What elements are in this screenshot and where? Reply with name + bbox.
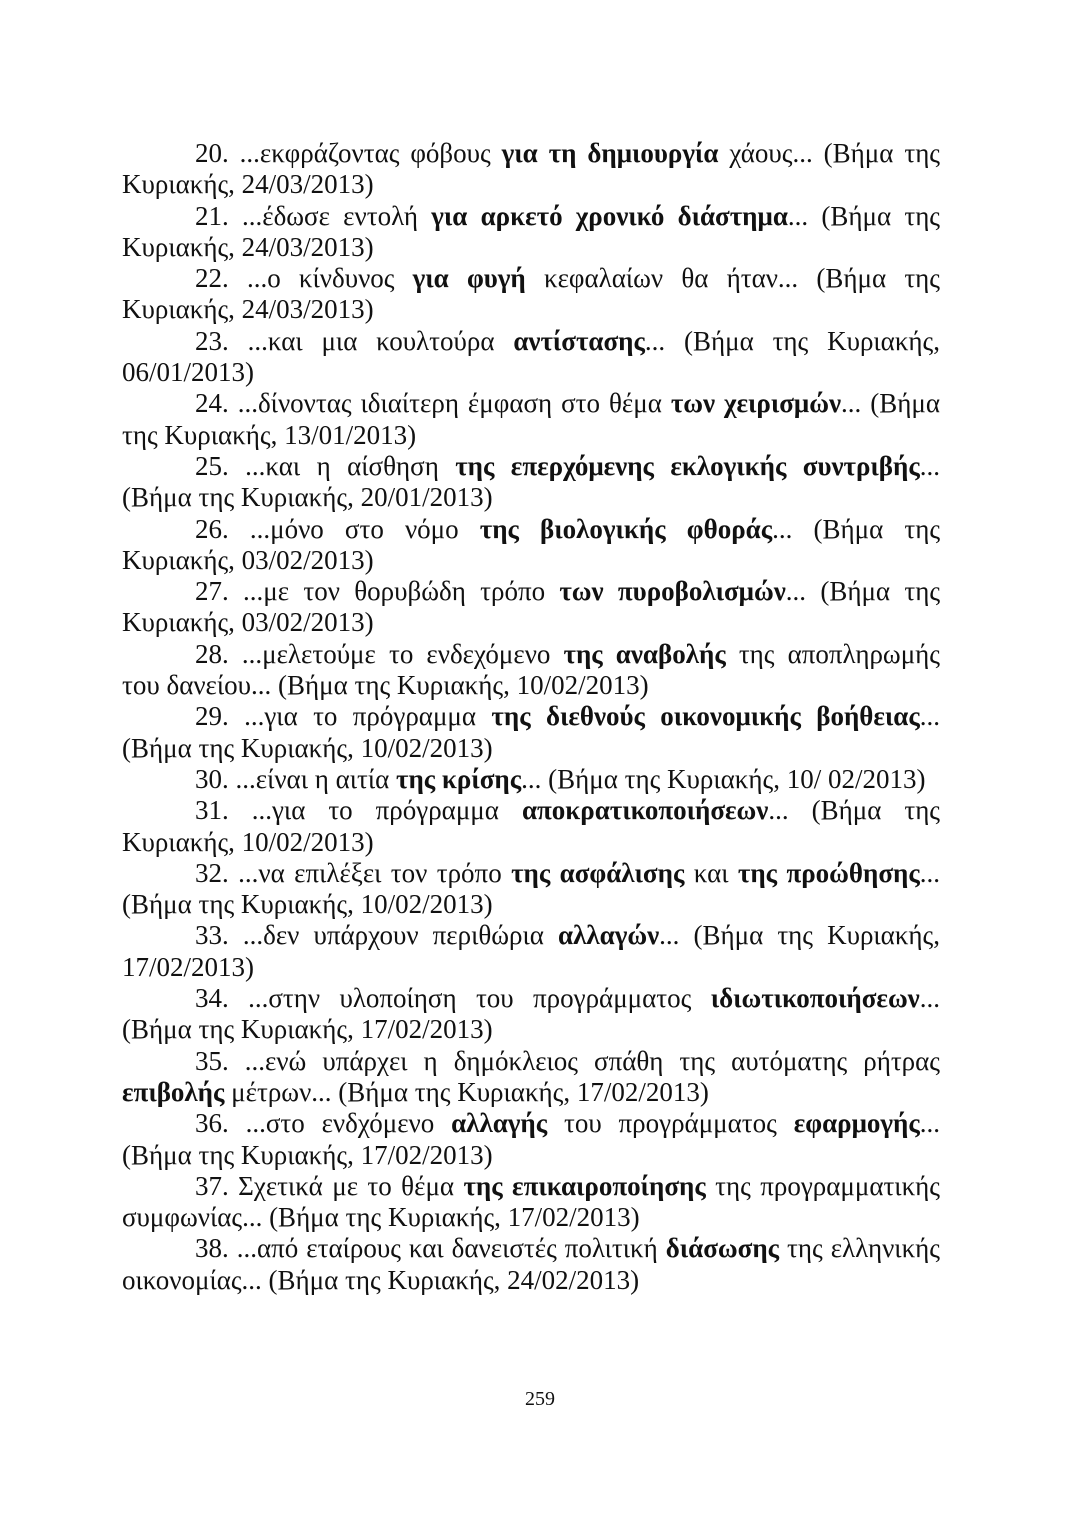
emphasized-phrase: της επερχόμενης εκλογικής συντριβής [455, 450, 920, 481]
text-segment: ... (Βήμα της Κυριακής, 10/02/2013) [122, 795, 941, 857]
emphasized-phrase: της κρίσης [396, 763, 522, 794]
text-segment: του προγράμματος [547, 1108, 794, 1139]
list-item [122, 795, 940, 858]
list-item [122, 326, 940, 389]
text-segment: ... (Βήμα της Κυριακής, 20/01/2013) [122, 450, 940, 513]
list-item [122, 201, 940, 264]
text-segment: 33. ...δεν υπάρχουν περιθώρια [195, 920, 559, 951]
text-segment: ... (Βήμα της Κυριακής, 10/02/2013) [122, 701, 940, 763]
text-segment: 27. ...με τον θορυβώδη τρόπο [195, 576, 560, 607]
text-segment: ... (Βήμα της Κυριακής, 17/02/2013) [122, 920, 940, 982]
emphasized-phrase: ιδιωτικοποιήσεων [710, 983, 920, 1014]
list-item [122, 388, 940, 451]
page-number: 259 [525, 1388, 555, 1410]
list-item [122, 514, 940, 577]
emphasized-phrase: για αρκετό χρονικό διάστημα [431, 200, 788, 231]
list-item [122, 983, 940, 1046]
text-segment: 32. ...να επιλέξει τον τρόπο [195, 857, 512, 888]
emphasized-phrase: για φυγή [412, 263, 526, 294]
text-segment: χάους... (Βήμα της Κυριακής, 24/03/2013) [122, 138, 941, 200]
text-segment: 21. ...έδωσε εντολή [195, 200, 432, 231]
emphasized-phrase: εφαρμογής [793, 1108, 920, 1139]
text-segment: ... (Βήμα της Κυριακής, 10/02/2013) [122, 857, 941, 920]
text-segment: ... (Βήμα της Κυριακής, 06/01/2013) [122, 325, 940, 388]
list-item [122, 138, 940, 201]
list-item [122, 858, 940, 921]
text-segment: ... (Βήμα της Κυριακής, 24/03/2013) [122, 200, 941, 262]
list-item [122, 451, 940, 514]
list-item [122, 263, 940, 326]
emphasized-phrase: της βιολογικής φθοράς [479, 513, 773, 544]
list-item [122, 701, 940, 764]
emphasized-phrase: των πυροβολισμών [559, 576, 786, 607]
text-segment: 38. ...από εταίρους και δανειστές πολιτική [195, 1233, 666, 1264]
text-segment: ... (Βήμα της Κυριακής, 03/02/2013) [122, 576, 941, 638]
emphasized-phrase: αποκρατικοποιήσεων [521, 795, 769, 826]
text-segment: της ελληνικής οικονομίας... (Βήμα της Κυριακής, 24/02/2013) [122, 1233, 940, 1295]
text-segment: 24. ...δίνοντας ιδιαίτερη έμφαση στο θέμα [195, 388, 671, 419]
text-segment: ... (Βήμα της Κυριακής, 03/02/2013) [122, 513, 941, 575]
text-segment: ... (Βήμα της Κυριακής, 10/ 02/2013) [521, 763, 926, 794]
text-segment: 22. ...ο κίνδυνος [195, 263, 413, 294]
text-segment: της προγραμματικής συμφωνίας... (Βήμα της Κυριακής, 17/02/2013) [122, 1170, 940, 1233]
list-item [122, 1108, 940, 1171]
text-segment: ... (Βήμα της Κυριακής, 17/02/2013) [122, 983, 940, 1045]
emphasized-phrase: της αναβολής [563, 638, 726, 669]
emphasized-phrase: της προώθησης [737, 857, 920, 888]
text-segment: 36. ...στο ενδχόμενο [195, 1108, 452, 1139]
text-segment: 35. ...ενώ υπάρχει η δημόκλειος σπάθη της αυτόματης ρήτρας [195, 1045, 940, 1076]
text-segment: ... (Βήμα της Κυριακής, 13/01/2013) [122, 388, 940, 450]
list-item [122, 1171, 940, 1234]
example-list [122, 138, 940, 1296]
emphasized-phrase: της ασφάλισης [511, 857, 685, 888]
text-segment: 26. ...μόνο στο νόμο [195, 513, 480, 544]
text-segment: 25. ...και η αίσθηση [195, 450, 456, 481]
list-item [122, 1233, 940, 1296]
emphasized-phrase: της επικαιροποίησης [463, 1170, 706, 1201]
list-item [122, 764, 940, 795]
list-item [122, 1046, 940, 1109]
text-segment: της αποπληρωμής του δανείου... (Βήμα της Κυριακής, 10/02/2013) [122, 638, 940, 701]
emphasized-phrase: της διεθνούς οικονομικής βοήθειας [491, 701, 920, 732]
list-item [122, 639, 940, 702]
text-segment: 29. ...για το πρόγραμμα [195, 701, 492, 732]
text-segment: 23. ...και μια κουλτούρα [195, 325, 514, 356]
text-segment: 37. Σχετικά με το θέμα [195, 1170, 464, 1201]
text-segment: μέτρων... (Βήμα της Κυριακής, 17/02/2013) [224, 1076, 709, 1107]
emphasized-phrase: για τη δημιουργία [501, 138, 719, 168]
text-segment: ... (Βήμα της Κυριακής, 17/02/2013) [122, 1108, 940, 1170]
text-segment: κεφαλαίων θα ήταν... (Βήμα της Κυριακής, 24/03/2013) [122, 263, 940, 325]
emphasized-phrase: αλλαγών [558, 920, 660, 951]
emphasized-phrase: των χειρισμών [670, 388, 842, 419]
text-segment: και [684, 857, 738, 888]
list-item [122, 920, 940, 983]
text-segment: 28. ...μελετούμε το ενδεχόμενο [195, 638, 564, 669]
list-item [122, 576, 940, 639]
emphasized-phrase: διάσωσης [665, 1233, 780, 1264]
emphasized-phrase: αλλαγής [451, 1108, 548, 1139]
emphasized-phrase: επιβολής [122, 1076, 225, 1107]
text-segment: 30. ...είναι η αιτία [195, 763, 397, 794]
text-segment: 34. ...στην υλοποίηση του προγράμματος [195, 983, 711, 1014]
emphasized-phrase: αντίστασης [513, 325, 645, 356]
text-segment: 20. ...εκφράζοντας φόβους [195, 138, 502, 168]
text-segment: 31. ...για το πρόγραμμα [195, 795, 522, 826]
